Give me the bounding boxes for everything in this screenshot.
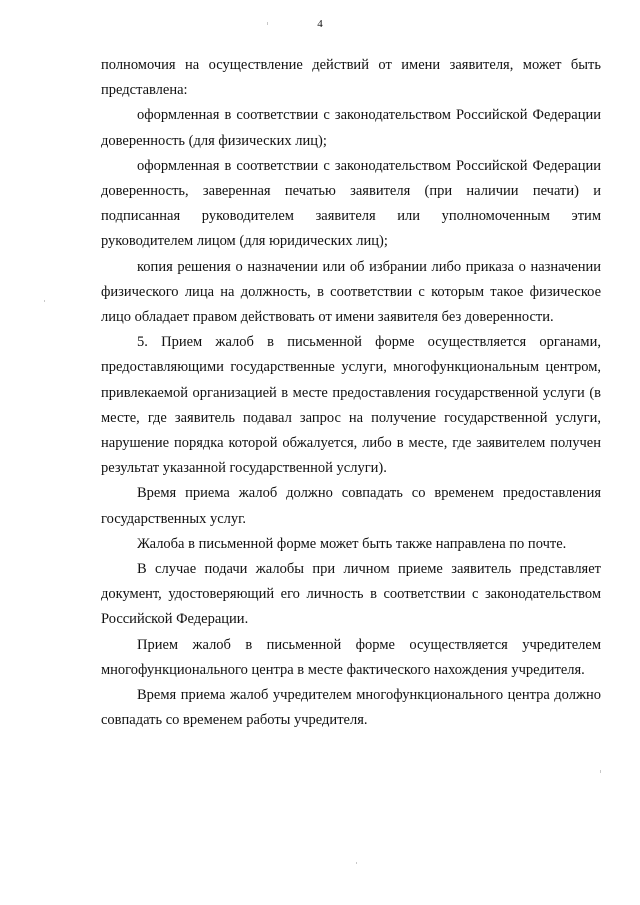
scan-mark [267, 22, 268, 25]
document-body [101, 53, 601, 733]
paragraph-1: полномочия на осуществление действий от имени заявителя, может быть представлена: [101, 57, 601, 99]
scan-mark [44, 300, 45, 302]
scan-mark [356, 862, 357, 864]
paragraph-2: оформленная в соответствии с законодательством Российской Федерации доверенность (для физических лиц); [101, 107, 601, 149]
paragraph-9: Прием жалоб в письменной форме осуществляется учредителем многофункционального центра в месте фактического нахождения учредителя. [101, 636, 601, 678]
paragraph-10: Время приема жалоб учредителем многофункционального центра должно совпадать со временем работы учредителя. [101, 687, 601, 729]
page-number: 4 [317, 18, 323, 30]
paragraph-3: оформленная в соответствии с законодательством Российской Федерации доверенность, заверенная печатью заявителя (при наличии печати) и подписанная руководителем заявителя или уполномоченным этим руководителем лицом (для юридических лиц); [101, 157, 601, 250]
paragraph-5: 5. Прием жалоб в письменной форме осуществляется органами, предоставляющими государственные услуги, многофункциональным центром, привлекаемой организацией в месте предоставления государственной услуги (в месте, где заявитель подавал запрос на получение государственной услуги, нарушение порядка которой обжалуется, либо в месте, где заявителем получен результат указанной государственной услуги). [101, 334, 601, 477]
paragraph-6: Время приема жалоб должно совпадать со временем предоставления государственных услуг. [101, 485, 601, 527]
scan-mark [600, 770, 601, 773]
paragraph-7: Жалоба в письменной форме может быть также направлена по почте. [137, 535, 567, 552]
paragraph-4: копия решения о назначении или об избрании либо приказа о назначении физического лица на должность, в соответствии с которым такое физическое лицо обладает правом действовать от имени заявителя без доверенности. [101, 258, 601, 326]
paragraph-8: В случае подачи жалобы при личном приеме заявитель представляет документ, удостоверяющий его личность в соответствии с законодательством Российской Федерации. [101, 561, 601, 628]
